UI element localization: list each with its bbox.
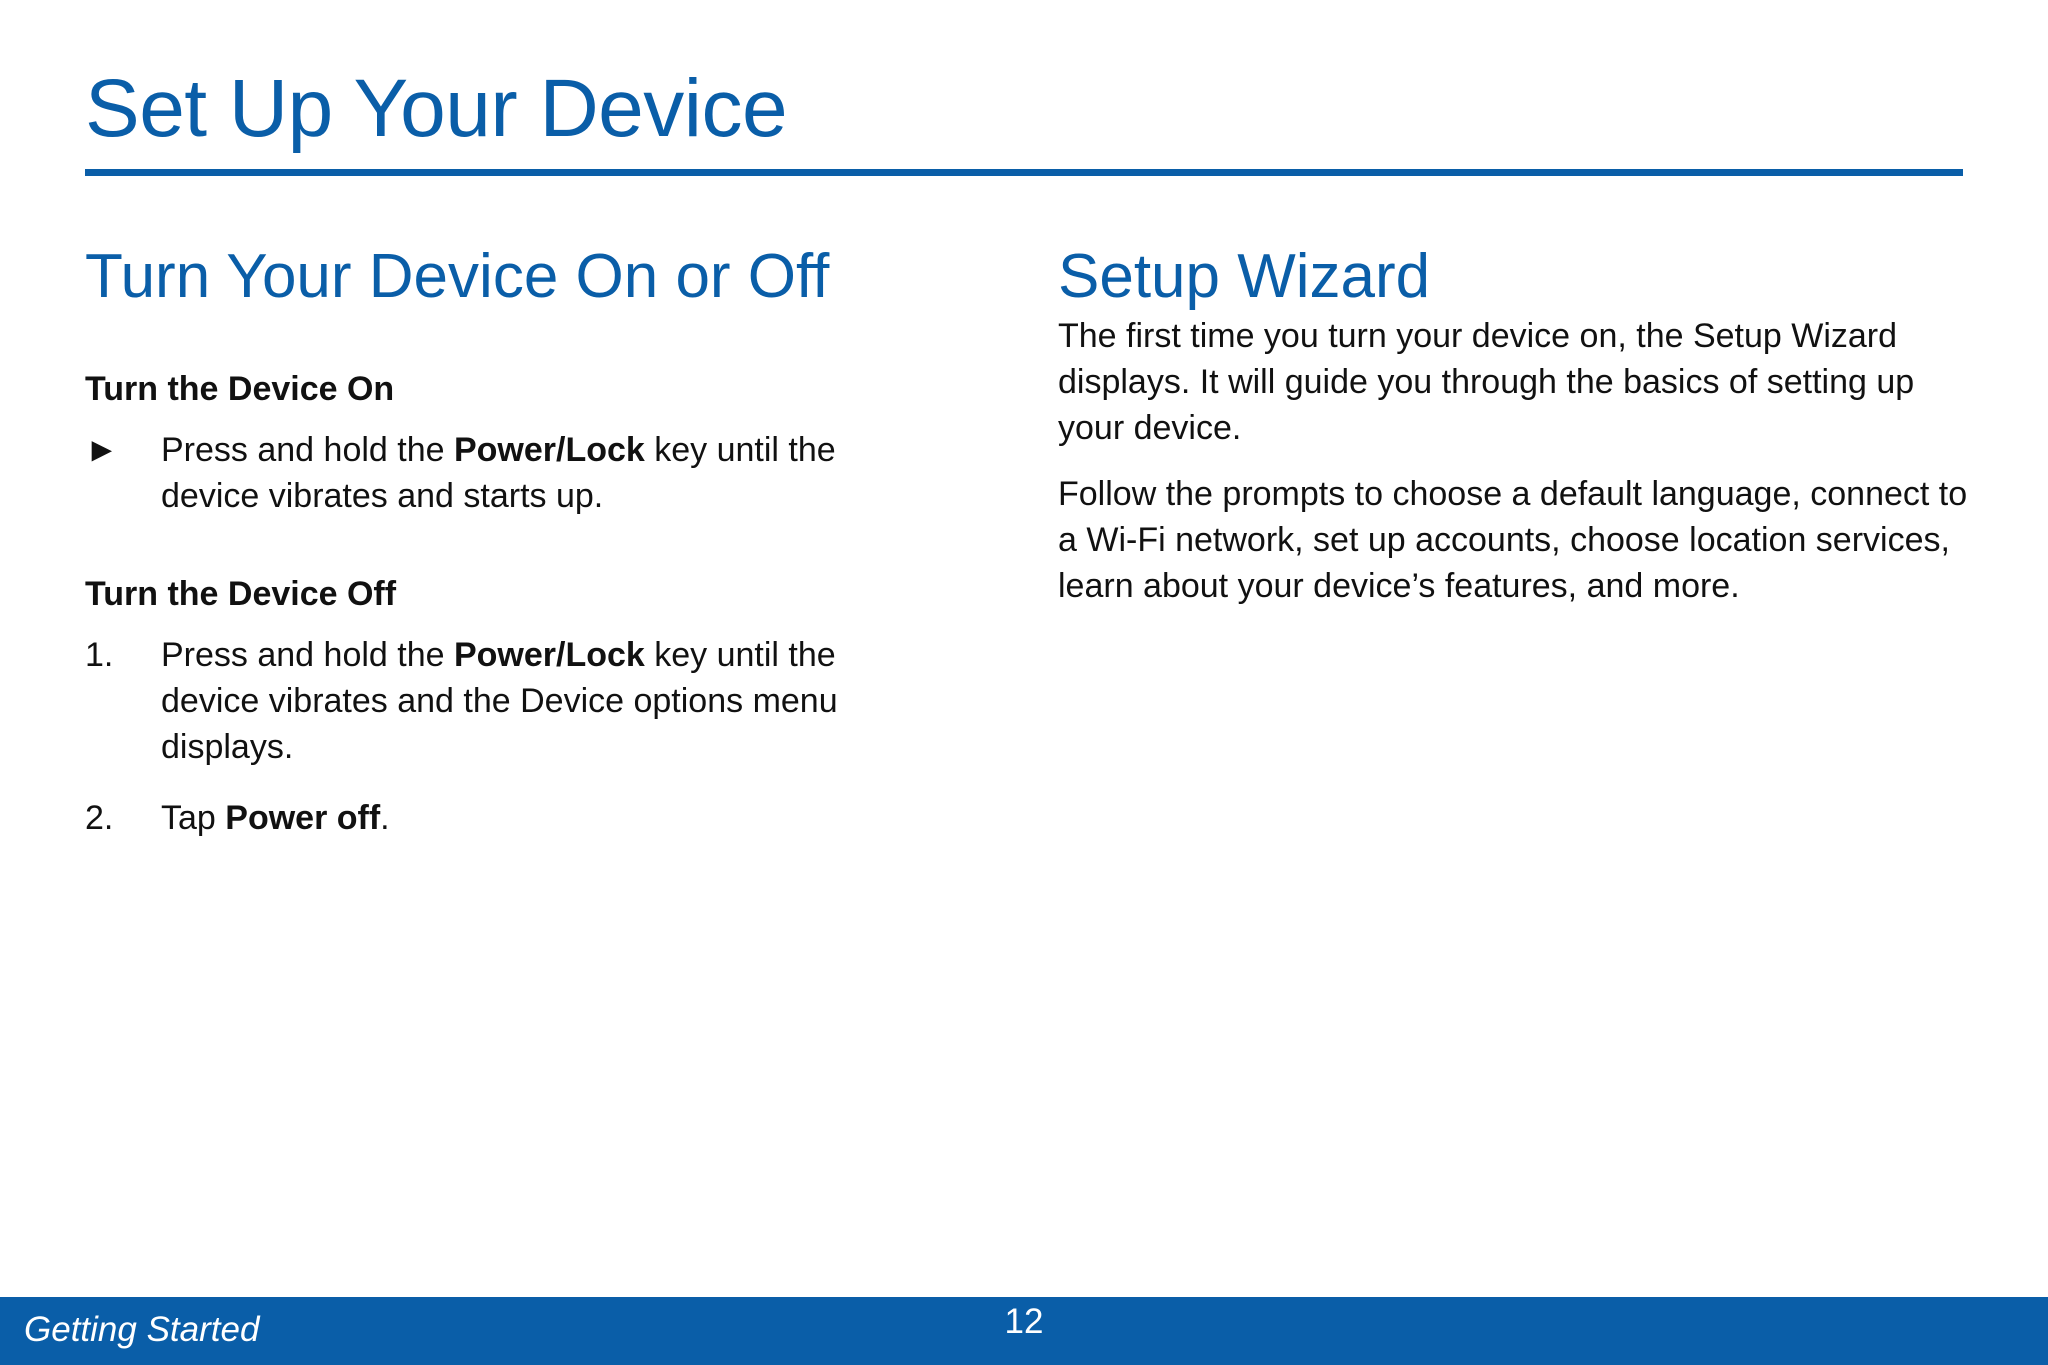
step-text: Press and hold the	[161, 636, 454, 675]
step-text: key until the device vibrates and starts up.	[161, 431, 836, 516]
turn-off-step-2	[85, 795, 915, 841]
turn-off-step-1	[85, 632, 915, 770]
step-number: 2.	[85, 799, 114, 838]
setup-wizard-paragraph-1: The first time you turn your device on, the Setup Wizard displays. It will guide you through the basics of setting up your device.	[1058, 317, 1915, 448]
bullet-arrow-icon: ►	[85, 431, 119, 470]
turn-on-step	[85, 427, 915, 519]
page-title: Set Up Your Device	[85, 63, 788, 154]
key-name: Power/Lock	[453, 636, 645, 675]
page-number: 12	[1004, 1302, 1044, 1341]
subheading-turn-off: Turn the Device Off	[85, 575, 397, 614]
step-text: Press and hold the	[161, 431, 454, 470]
footer-section-name: Getting Started	[24, 1310, 260, 1349]
menu-option-name: Power off	[225, 799, 381, 838]
title-rule	[85, 169, 1963, 176]
setup-wizard-paragraph-2: Follow the prompts to choose a default language, connect to a Wi-Fi network, set up accounts, choose location services, learn about your device’s features, and more.	[1058, 475, 1968, 606]
subheading-turn-on: Turn the Device On	[85, 370, 395, 409]
left-column	[85, 240, 915, 841]
step-text: key until the device vibrates and the Device options menu displays.	[161, 636, 838, 767]
section-heading-turn-on-off: Turn Your Device On or Off	[85, 242, 830, 311]
key-name: Power/Lock	[453, 431, 645, 470]
step-text: Tap	[161, 799, 226, 838]
step-number: 1.	[85, 636, 114, 675]
section-heading-setup-wizard: Setup Wizard	[1058, 242, 1431, 311]
right-column	[1058, 240, 1968, 609]
step-text: .	[380, 799, 390, 838]
footer-bar	[0, 1297, 2048, 1365]
